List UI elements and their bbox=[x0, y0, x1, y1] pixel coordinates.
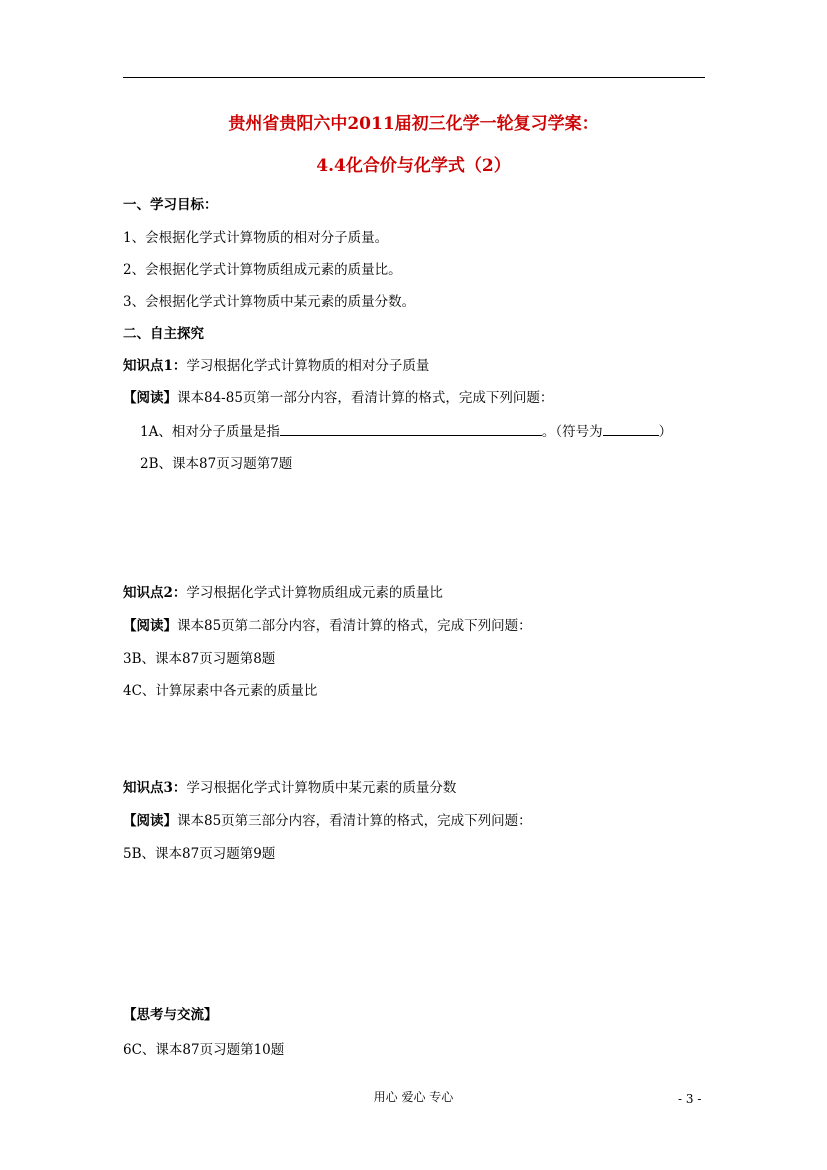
kp2-read-text: 课本85页第二部分内容，看清计算的格式，完成下列问题： bbox=[177, 618, 532, 634]
page-number: - 3 - bbox=[678, 1092, 702, 1106]
kp1-read-line bbox=[123, 389, 553, 407]
section2-heading: 二、自主探究 bbox=[123, 326, 204, 342]
q1-prefix: 1A、相对分子质量是指 bbox=[140, 424, 280, 440]
question-6: 6C、课本87页习题第10题 bbox=[123, 1042, 285, 1058]
kp2-label: 知识点2： bbox=[123, 585, 187, 601]
question-1 bbox=[140, 421, 672, 441]
kp1-read-text: 课本84-85页第一部分内容，看清计算的格式，完成下列问题： bbox=[177, 390, 554, 406]
q1-symbol-blank[interactable] bbox=[603, 421, 659, 436]
question-2: 2B、课本87页习题第7题 bbox=[140, 456, 293, 472]
doc-title: 贵州省贵阳六中2011届初三化学一轮复习学案： bbox=[228, 114, 599, 134]
question-5: 5B、课本87页习题第9题 bbox=[123, 846, 276, 862]
header-rule bbox=[123, 77, 705, 78]
doc-subtitle: 4.4化合价与化学式（2） bbox=[316, 156, 511, 176]
kp3-read-line bbox=[123, 812, 532, 830]
q1-suffix: ） bbox=[658, 424, 673, 440]
goal-item-2: 2、会根据化学式计算物质组成元素的质量比。 bbox=[123, 262, 402, 278]
goal-item-3: 3、会根据化学式计算物质中某元素的质量分数。 bbox=[123, 294, 416, 310]
kp2-text: 学习根据化学式计算物质组成元素的质量比 bbox=[186, 585, 443, 601]
kp2-line bbox=[123, 584, 443, 602]
section1-heading: 一、学习目标： bbox=[123, 197, 218, 213]
kp2-read-label: 【阅读】 bbox=[123, 618, 177, 634]
kp1-line bbox=[123, 357, 429, 375]
kp3-label: 知识点3： bbox=[123, 780, 187, 796]
think-heading: 【思考与交流】 bbox=[123, 1007, 218, 1023]
kp2-read-line bbox=[123, 617, 532, 635]
footer-motto: 用心 爱心 专心 bbox=[373, 1090, 454, 1104]
question-4: 4C、计算尿素中各元素的质量比 bbox=[123, 683, 318, 699]
question-3: 3B、课本87页习题第8题 bbox=[123, 651, 276, 667]
kp3-read-text: 课本85页第三部分内容，看清计算的格式，完成下列问题： bbox=[177, 813, 532, 829]
kp1-read-label: 【阅读】 bbox=[123, 390, 177, 406]
q1-answer-blank[interactable] bbox=[280, 421, 542, 436]
kp3-line bbox=[123, 779, 456, 797]
kp1-label: 知识点1： bbox=[123, 358, 187, 374]
goal-item-1: 1、会根据化学式计算物质的相对分子质量。 bbox=[123, 230, 389, 246]
kp3-text: 学习根据化学式计算物质中某元素的质量分数 bbox=[186, 780, 457, 796]
kp3-read-label: 【阅读】 bbox=[123, 813, 177, 829]
q1-mid: 。（符号为 bbox=[541, 424, 603, 440]
kp1-text: 学习根据化学式计算物质的相对分子质量 bbox=[186, 358, 430, 374]
